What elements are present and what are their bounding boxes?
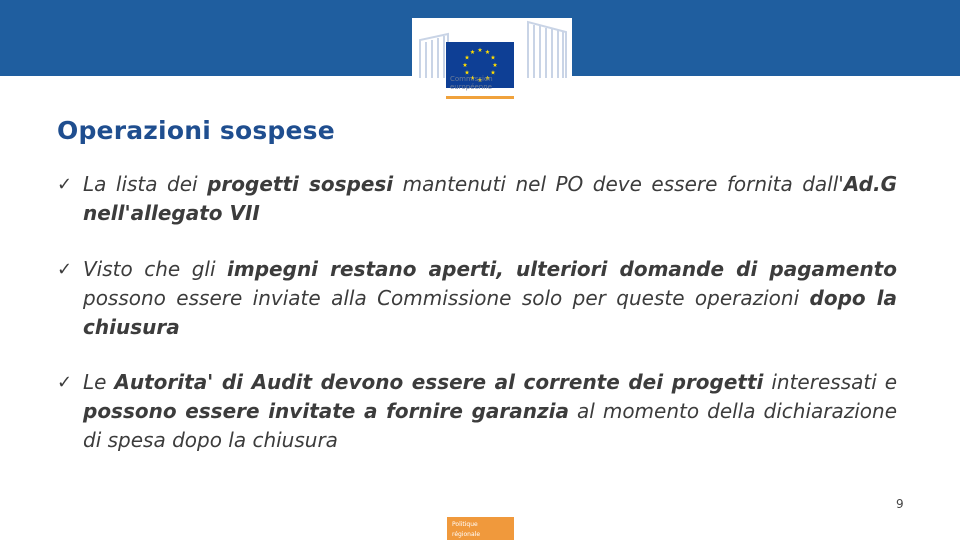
footer-line2: régionale xyxy=(452,531,481,538)
page-number: 9 xyxy=(896,497,904,511)
footer-box-text xyxy=(452,520,480,540)
bullet-bold-segment: dopo la chiusura xyxy=(83,286,897,339)
bullet-bold-segment: impegni restano aperti, ulteriori domande di pagamento xyxy=(227,257,897,281)
logo-line1: Commission xyxy=(450,75,493,83)
eu-star-icon xyxy=(485,50,490,54)
checkmark-icon: ✓ xyxy=(57,174,73,195)
bullet-segment: interessati e xyxy=(763,370,898,394)
eu-star-icon xyxy=(465,70,470,74)
bullet-segment: Le xyxy=(83,370,115,394)
eu-star-icon xyxy=(491,55,496,59)
bullet-bold-segment: Autorita' di Audit devono essere al corrente dei progetti xyxy=(114,370,764,394)
footer-dg-regio-box xyxy=(447,517,514,540)
bullet-item xyxy=(57,368,897,455)
bullet-bold-segment: Ad.G nell'allegato VII xyxy=(83,172,897,225)
eu-star-icon xyxy=(463,63,468,67)
bullet-text xyxy=(83,172,897,225)
bullet-text xyxy=(83,257,897,339)
footer-line1: Politique xyxy=(452,521,478,528)
bullet-bold-segment: progetti sospesi xyxy=(207,172,394,196)
bullet-item xyxy=(57,170,897,228)
logo-text xyxy=(450,75,493,91)
bullet-text xyxy=(83,370,897,452)
bullet-bold-segment: possono essere invitate a fornire garanzia xyxy=(83,399,569,423)
bullet-list xyxy=(57,170,897,455)
slide-title: Operazioni sospese xyxy=(57,116,335,145)
logo-underline xyxy=(446,96,514,99)
bullet-segment: La lista dei xyxy=(83,172,208,196)
logo-line2: européenne xyxy=(450,83,492,91)
checkmark-icon: ✓ xyxy=(57,372,73,393)
eu-star-icon xyxy=(478,48,483,52)
bullet-segment: al momento della dichiarazione di spesa dopo la chiusura xyxy=(83,399,898,452)
bullet-segment: possono essere inviate alla Commissione solo per queste operazioni xyxy=(83,286,810,310)
commission-logo xyxy=(412,18,572,100)
eu-star-icon xyxy=(493,63,498,67)
eu-star-icon xyxy=(470,50,475,54)
checkmark-icon: ✓ xyxy=(57,259,73,280)
eu-star-icon xyxy=(491,70,496,74)
bullet-segment: Visto che gli xyxy=(83,257,228,281)
bullet-item xyxy=(57,255,897,342)
bullet-segment: mantenuti nel PO deve essere fornita dall' xyxy=(393,172,844,196)
eu-star-icon xyxy=(465,55,470,59)
